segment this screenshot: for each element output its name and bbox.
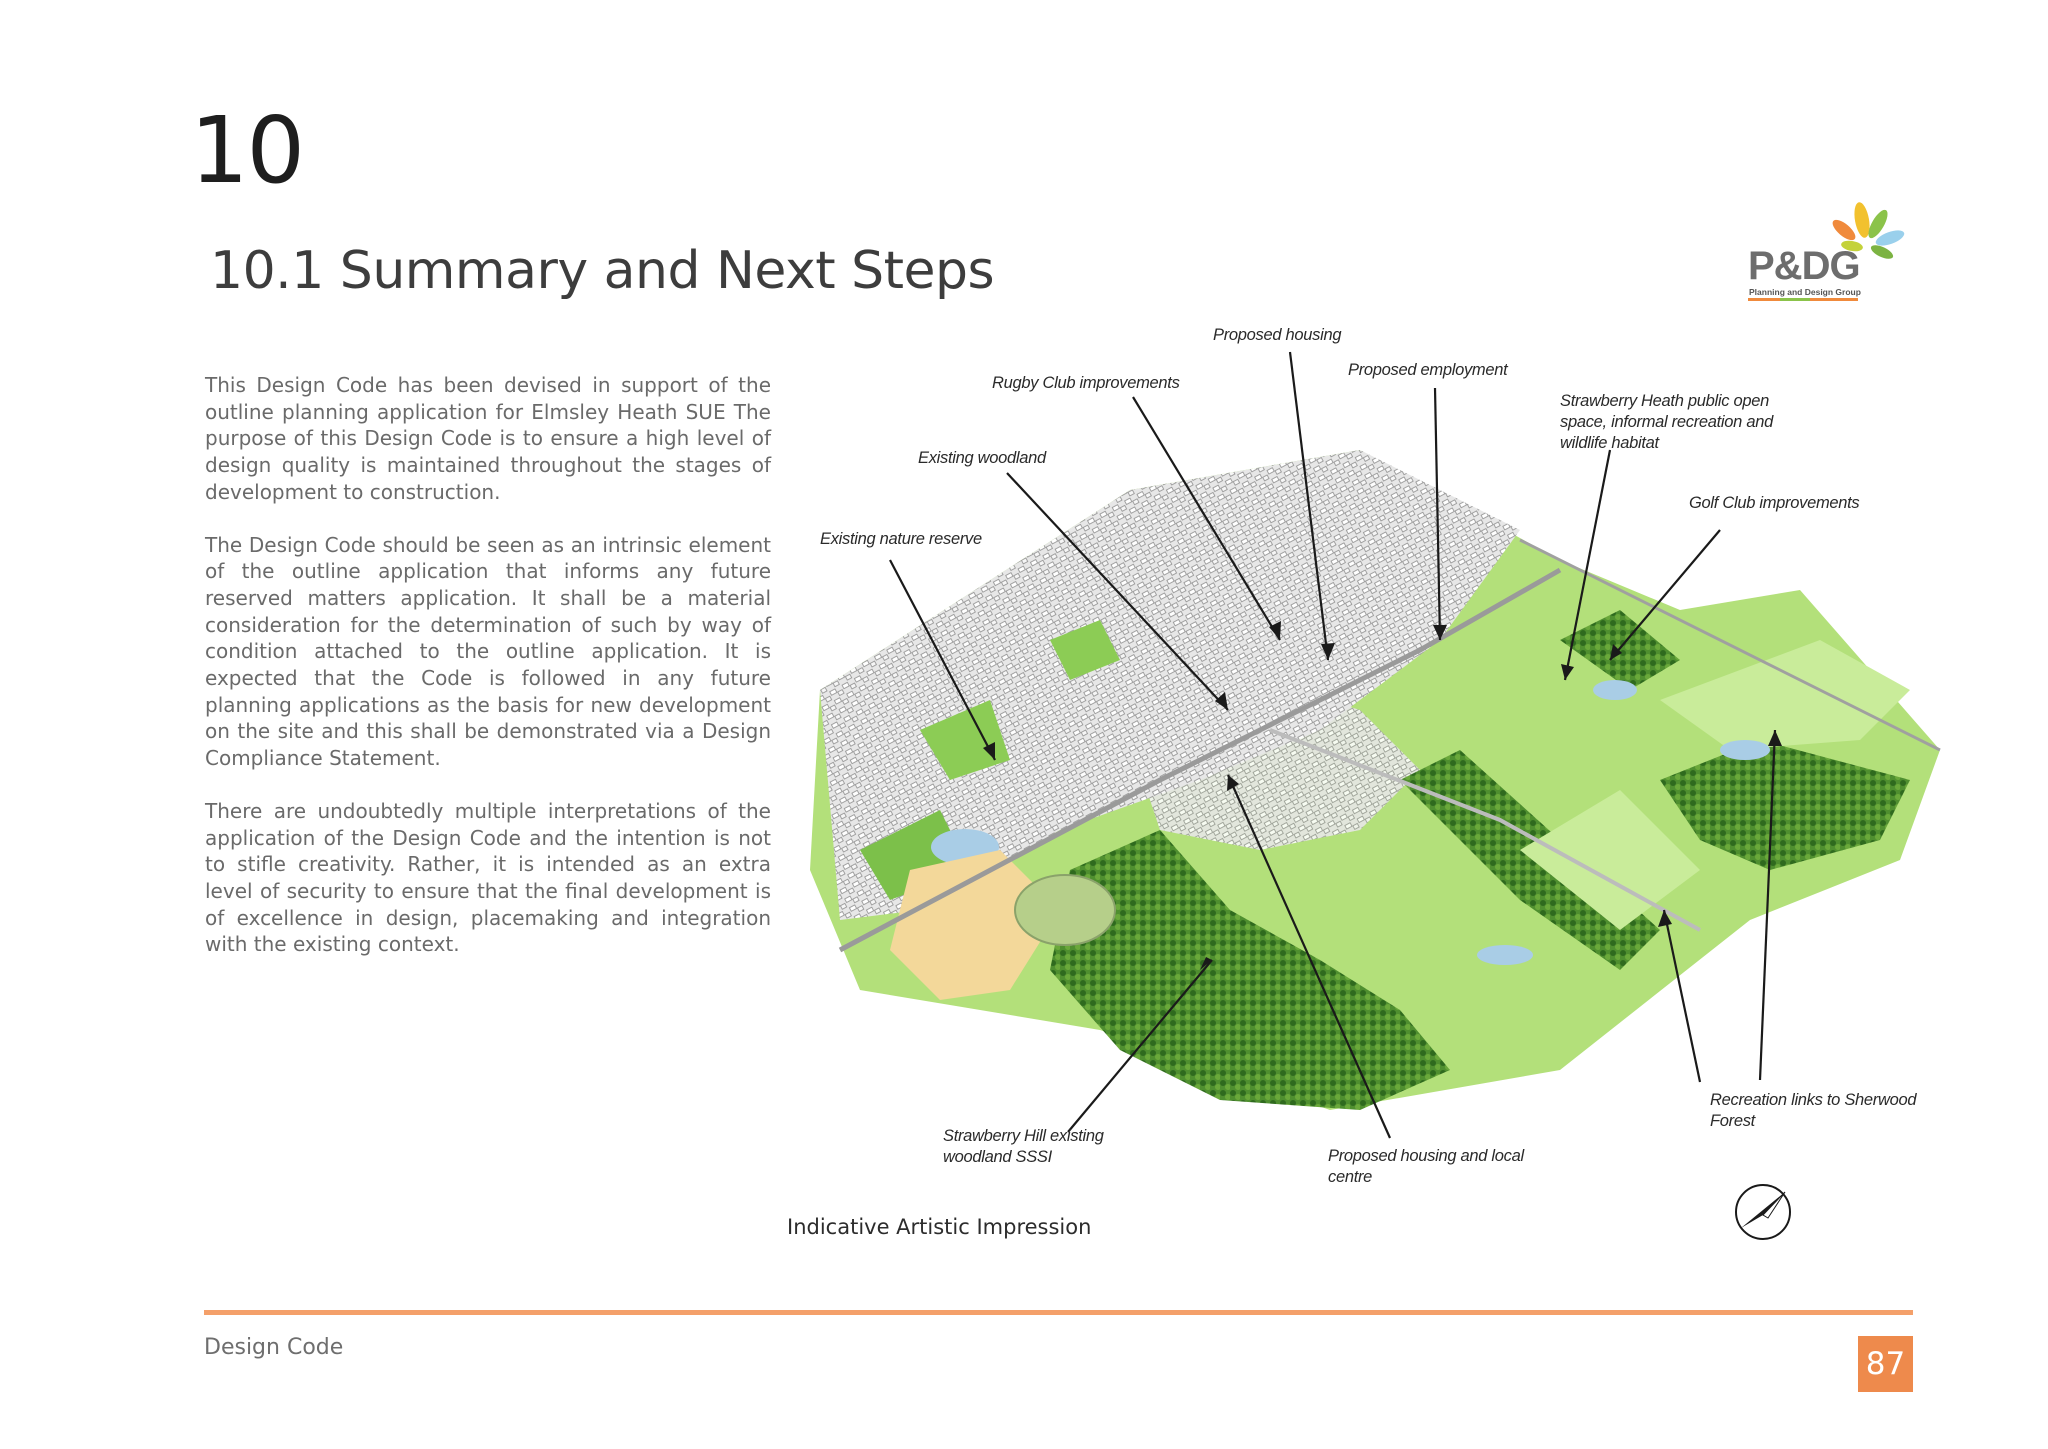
label-strawberry-hill: Strawberry Hill existing woodland SSSI — [943, 1127, 1104, 1166]
label-proposed-housing: Proposed housing — [1213, 326, 1342, 344]
north-arrow-icon — [1733, 1182, 1793, 1242]
paragraph-3: There are undoubtedly multiple interpretations of the application of the Design Code and the intention is not to stifle creativity. Rather, it is intended as an extra level of security to ensure that the final development is of excellence in design, placemaking and integration with the existing context. — [205, 798, 771, 957]
footer-label: Design Code — [204, 1335, 344, 1360]
figure-caption: Indicative Artistic Impression — [787, 1215, 1092, 1239]
paragraph-2: The Design Code should be seen as an intrinsic element of the outline application that informs any future reserved matters application. It shall be a material consideration for the determination of such by way of condition attached to the outline application. It is expected that the Code is followed in any future planning applications as the basis for new development on the site and this shall be demonstrated via a Design Compliance Statement. — [205, 532, 771, 771]
illustrative-masterplan-map — [800, 310, 1950, 1190]
label-existing-nature-reserve: Existing nature reserve — [820, 530, 982, 548]
label-strawberry-heath: Strawberry Heath public open space, informal recreation and wildlife habitat — [1560, 392, 1773, 452]
label-recreation-links: Recreation links to Sherwood Forest — [1710, 1091, 1917, 1130]
logo-subtitle: Planning and Design Group — [1749, 287, 1861, 297]
page-number: 87 — [1858, 1336, 1913, 1392]
label-rugby-club: Rugby Club improvements — [992, 374, 1180, 392]
label-golf-club: Golf Club improvements — [1689, 494, 1860, 512]
section-title: 10.1 Summary and Next Steps — [210, 241, 995, 301]
pdg-logo — [1740, 200, 1910, 305]
label-proposed-employment: Proposed employment — [1348, 361, 1508, 379]
label-proposed-housing-local-centre: Proposed housing and local centre — [1328, 1147, 1524, 1186]
body-text — [205, 372, 771, 984]
logo-wordmark: P&DG — [1748, 244, 1860, 288]
label-existing-woodland: Existing woodland — [918, 449, 1046, 467]
chapter-number: 10 — [190, 97, 304, 204]
footer-rule — [204, 1310, 1913, 1315]
paragraph-1: This Design Code has been devised in support of the outline planning application for Elmsley Heath SUE The purpose of this Design Code is to ensure a high level of design quality is maintained throughout the stages of development to construction. — [205, 373, 771, 504]
masterplan-illustration — [800, 310, 1950, 1190]
